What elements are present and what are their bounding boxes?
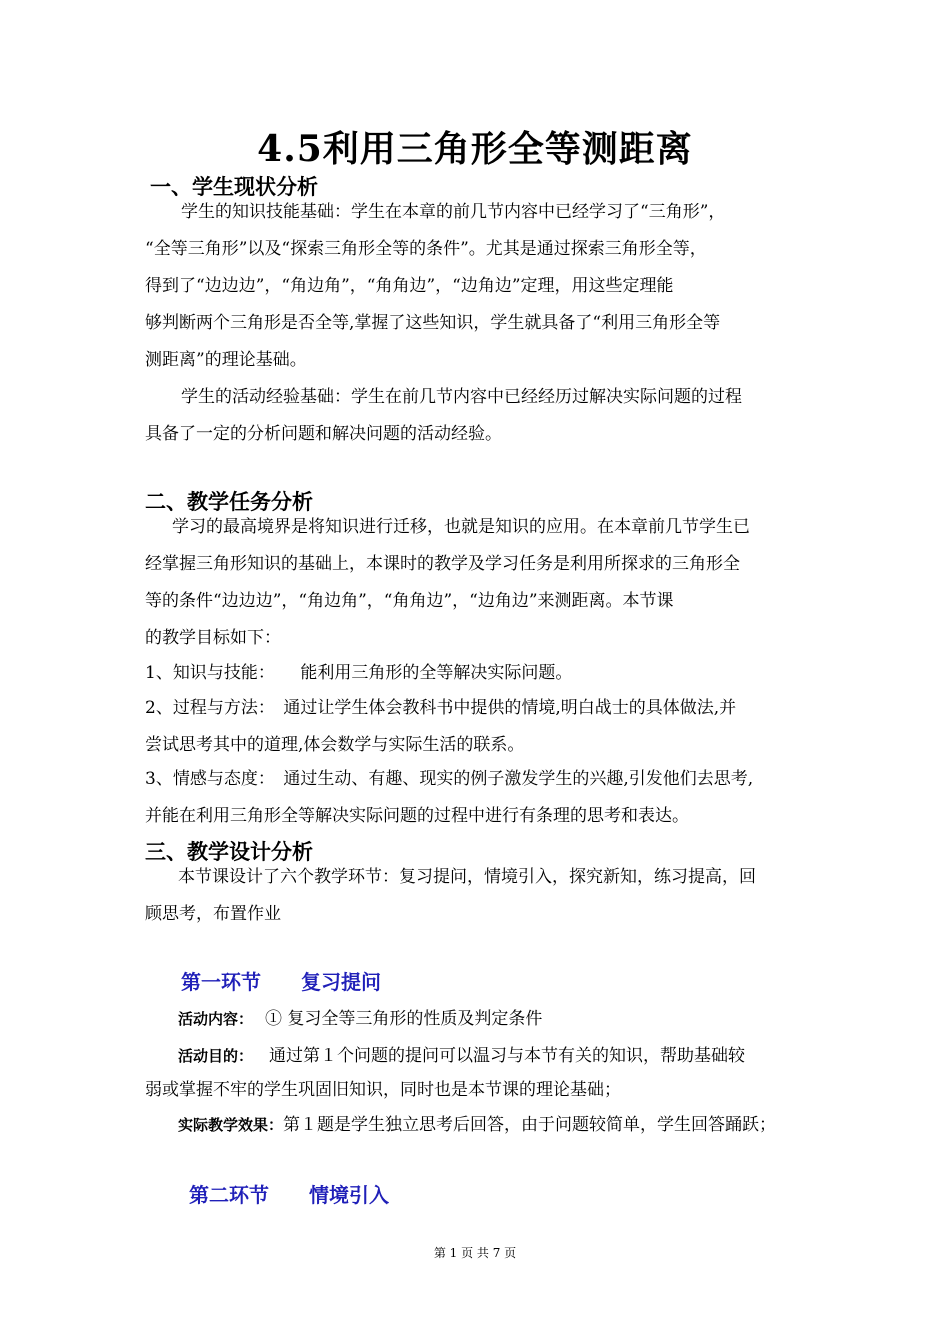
paragraph-line: 得到了“边边边”，“角边角”，“角角边”，“边角边”定理，用这些定理能: [145, 276, 674, 296]
activity-content-row: [178, 1007, 542, 1031]
activity-content-label: 活动内容：: [178, 1010, 254, 1028]
stage-heading-review: 第一环节 复习提问: [181, 970, 381, 994]
section-heading-task-analysis: 二、教学任务分析: [145, 490, 313, 514]
paragraph-line: “全等三角形”以及“探索三角形全等的条件”。尤其是通过探索三角形全等，: [145, 239, 707, 259]
activity-content-text: ① 复习全等三角形的性质及判定条件: [265, 1009, 543, 1029]
paragraph-line: 学生的知识技能基础：学生在本章的前几节内容中已经学习了“三角形”，: [181, 202, 726, 222]
activity-purpose-continued: 弱或掌握不牢的学生巩固旧知识，同时也是本节课的理论基础；: [145, 1080, 621, 1100]
stage-heading-scenario: 第二环节 情境引入: [189, 1183, 389, 1207]
teaching-effect-label: 实际教学效果：: [178, 1116, 284, 1134]
teaching-effect-row: [178, 1113, 776, 1137]
paragraph-line: 学习的最高境界是将知识进行迁移，也就是知识的应用。在本章前几节学生已: [172, 517, 750, 537]
section-heading-design-analysis: 三、教学设计分析: [145, 840, 313, 864]
page-number-footer: 第 1 页 共 7 页: [433, 1246, 517, 1260]
activity-purpose-text: 通过第１个问题的提问可以温习与本节有关的知识，帮助基础较: [269, 1046, 746, 1066]
paragraph-line: 顾思考，布置作业: [145, 904, 281, 924]
objective-knowledge: 1、知识与技能： 能利用三角形的全等解决实际问题。: [145, 663, 573, 683]
paragraph-line: 本节课设计了六个教学环节：复习提问，情境引入，探究新知，练习提高，回: [178, 867, 756, 887]
objective-attitude: 3、情感与态度： 通过生动、有趣、现实的例子激发学生的兴趣,引发他们去思考,: [145, 769, 754, 789]
objective-process: 2、过程与方法： 通过让学生体会教科书中提供的情境,明白战士的具体做法,并: [145, 698, 737, 718]
paragraph-line: 够判断两个三角形是否全等,掌握了这些知识，学生就具备了“利用三角形全等: [145, 313, 721, 333]
paragraph-line: 具备了一定的分析问题和解决问题的活动经验。: [145, 424, 502, 444]
paragraph-line: 学生的活动经验基础：学生在前几节内容中已经经历过解决实际问题的过程: [181, 387, 742, 407]
paragraph-line: 尝试思考其中的道理,体会数学与实际生活的联系。: [145, 735, 525, 755]
activity-purpose-label: 活动目的：: [178, 1047, 254, 1065]
paragraph-line: 测距离”的理论基础。: [145, 350, 307, 370]
page-title: 4.5利用三角形全等测距离: [257, 128, 693, 170]
teaching-effect-text: 第１题是学生独立思考后回答，由于问题较简单，学生回答踊跃；: [283, 1115, 777, 1135]
paragraph-line: 的教学目标如下：: [145, 628, 281, 648]
paragraph-line: 并能在利用三角形全等解决实际问题的过程中进行有条理的思考和表达。: [145, 806, 689, 826]
activity-purpose-row: [178, 1044, 745, 1068]
section-heading-student-analysis: 一、学生现状分析: [150, 175, 318, 199]
paragraph-line: 经掌握三角形知识的基础上，本课时的教学及学习任务是利用所探求的三角形全: [145, 554, 740, 574]
paragraph-line: 等的条件“边边边”，“角边角”，“角角边”，“边角边”来测距离。本节课: [145, 591, 674, 611]
